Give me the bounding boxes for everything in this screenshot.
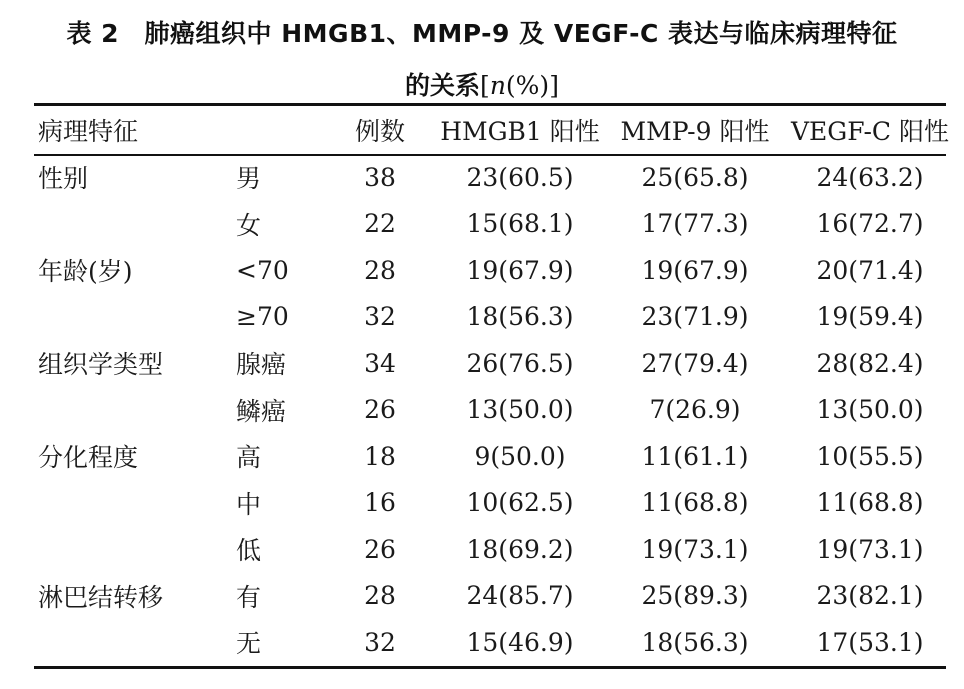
table-caption-line-2 <box>0 66 964 102</box>
table-cell: 7(26.9) <box>649 395 741 425</box>
table-cell <box>34 526 226 573</box>
table-cell: 鳞癌 <box>236 396 287 426</box>
table-row <box>34 154 960 201</box>
table-cell: 24(85.7) <box>466 581 574 611</box>
table-cell: 分化程度 <box>38 443 139 473</box>
table-cell <box>34 619 226 666</box>
table-cell: 19(67.9) <box>641 255 749 285</box>
caption-bracket-open: [ <box>480 71 490 100</box>
table-cell: 10(55.5) <box>816 441 924 471</box>
header-cell: 例数 <box>354 117 405 146</box>
table-cell: 19(59.4) <box>816 302 924 332</box>
table-cell: 18(56.3) <box>641 627 749 657</box>
table-cell: 22 <box>364 209 396 239</box>
table-cell: 19(73.1) <box>816 534 924 564</box>
table-cell: ≥70 <box>236 302 289 332</box>
table-row <box>34 340 960 387</box>
table-cell: 26(76.5) <box>466 348 574 378</box>
table-cell: 13(50.0) <box>816 395 924 425</box>
table-cell: 32 <box>364 627 396 657</box>
table-cell: 年龄(岁) <box>38 257 133 287</box>
table-cell: 男 <box>236 164 262 194</box>
table-cell: 23(60.5) <box>466 162 574 192</box>
table-cell: 11(61.1) <box>641 441 749 471</box>
table-cell: 24(63.2) <box>816 162 924 192</box>
table-cell: 无 <box>236 629 262 659</box>
caption-bracket-close: ] <box>549 71 559 100</box>
table-cell <box>34 294 226 341</box>
table-cell: 组织学类型 <box>38 350 164 380</box>
table-cell: 性别 <box>38 164 89 194</box>
table-row <box>34 573 960 620</box>
table-cell: 17(53.1) <box>816 627 924 657</box>
table-cell: 高 <box>236 443 262 473</box>
table-row <box>34 294 960 341</box>
table-cell: 26 <box>364 395 396 425</box>
table-cell <box>34 201 226 248</box>
data-table <box>34 106 960 666</box>
table-cell: 16(72.7) <box>816 209 924 239</box>
table-cell: <70 <box>236 255 289 285</box>
table-cell: 9(50.0) <box>474 441 566 471</box>
table-row <box>34 619 960 666</box>
table-cell: 13(50.0) <box>466 395 574 425</box>
header-row <box>34 106 960 154</box>
table-cell: 16 <box>364 488 396 518</box>
table-cell: 32 <box>364 302 396 332</box>
table-cell: 28 <box>364 581 396 611</box>
table-cell: 11(68.8) <box>641 488 749 518</box>
header-cell: HMGB1 阳性 <box>440 117 600 146</box>
table-cell: 27(79.4) <box>641 348 749 378</box>
table-cell <box>34 480 226 527</box>
table-cell: 女 <box>236 210 262 240</box>
table-row <box>34 247 960 294</box>
header-cell: 病理特征 <box>38 117 139 146</box>
table-cell: 19(67.9) <box>466 255 574 285</box>
table-cell: 26 <box>364 534 396 564</box>
table-cell: 18(69.2) <box>466 534 574 564</box>
table-cell: 11(68.8) <box>816 488 924 518</box>
table-row <box>34 387 960 434</box>
table-cell: 19(73.1) <box>641 534 749 564</box>
table-cell: 23(71.9) <box>641 302 749 332</box>
table-cell: 25(89.3) <box>641 581 749 611</box>
table-cell <box>34 387 226 434</box>
caption-text: 的关系 <box>405 71 481 100</box>
table-cell: 中 <box>236 489 262 519</box>
table-cell: 38 <box>364 162 396 192</box>
table-cell: 腺癌 <box>236 350 287 380</box>
table-cell: 23(82.1) <box>816 581 924 611</box>
table-cell: 18(56.3) <box>466 302 574 332</box>
table-cell: 淋巴结转移 <box>38 582 164 612</box>
table-row <box>34 480 960 527</box>
caption-italic-n: n <box>489 71 506 100</box>
table-cell: 15(68.1) <box>466 209 574 239</box>
bottom-rule <box>34 666 946 669</box>
table-cell: 28(82.4) <box>816 348 924 378</box>
table-row <box>34 433 960 480</box>
table-cell: 有 <box>236 582 262 612</box>
table-cell: 25(65.8) <box>641 162 749 192</box>
table-row <box>34 201 960 248</box>
table-row <box>34 526 960 573</box>
header-cell: MMP-9 阳性 <box>620 117 770 146</box>
table-cell: 18 <box>364 441 396 471</box>
table-cell: 15(46.9) <box>466 627 574 657</box>
table-cell: 20(71.4) <box>816 255 924 285</box>
table-cell: 34 <box>364 348 396 378</box>
table-caption-line-1: 表 2 肺癌组织中 HMGB1、MMP-9 及 VEGF-C 表达与临床病理特征 <box>66 19 898 48</box>
caption-percent: (%) <box>505 71 550 100</box>
header-cell: VEGF-C 阳性 <box>790 117 950 146</box>
table-cell: 17(77.3) <box>641 209 749 239</box>
table-cell: 低 <box>236 536 262 566</box>
table-body <box>34 154 960 666</box>
header-cell <box>226 106 330 154</box>
table-cell: 10(62.5) <box>466 488 574 518</box>
table-cell: 28 <box>364 255 396 285</box>
